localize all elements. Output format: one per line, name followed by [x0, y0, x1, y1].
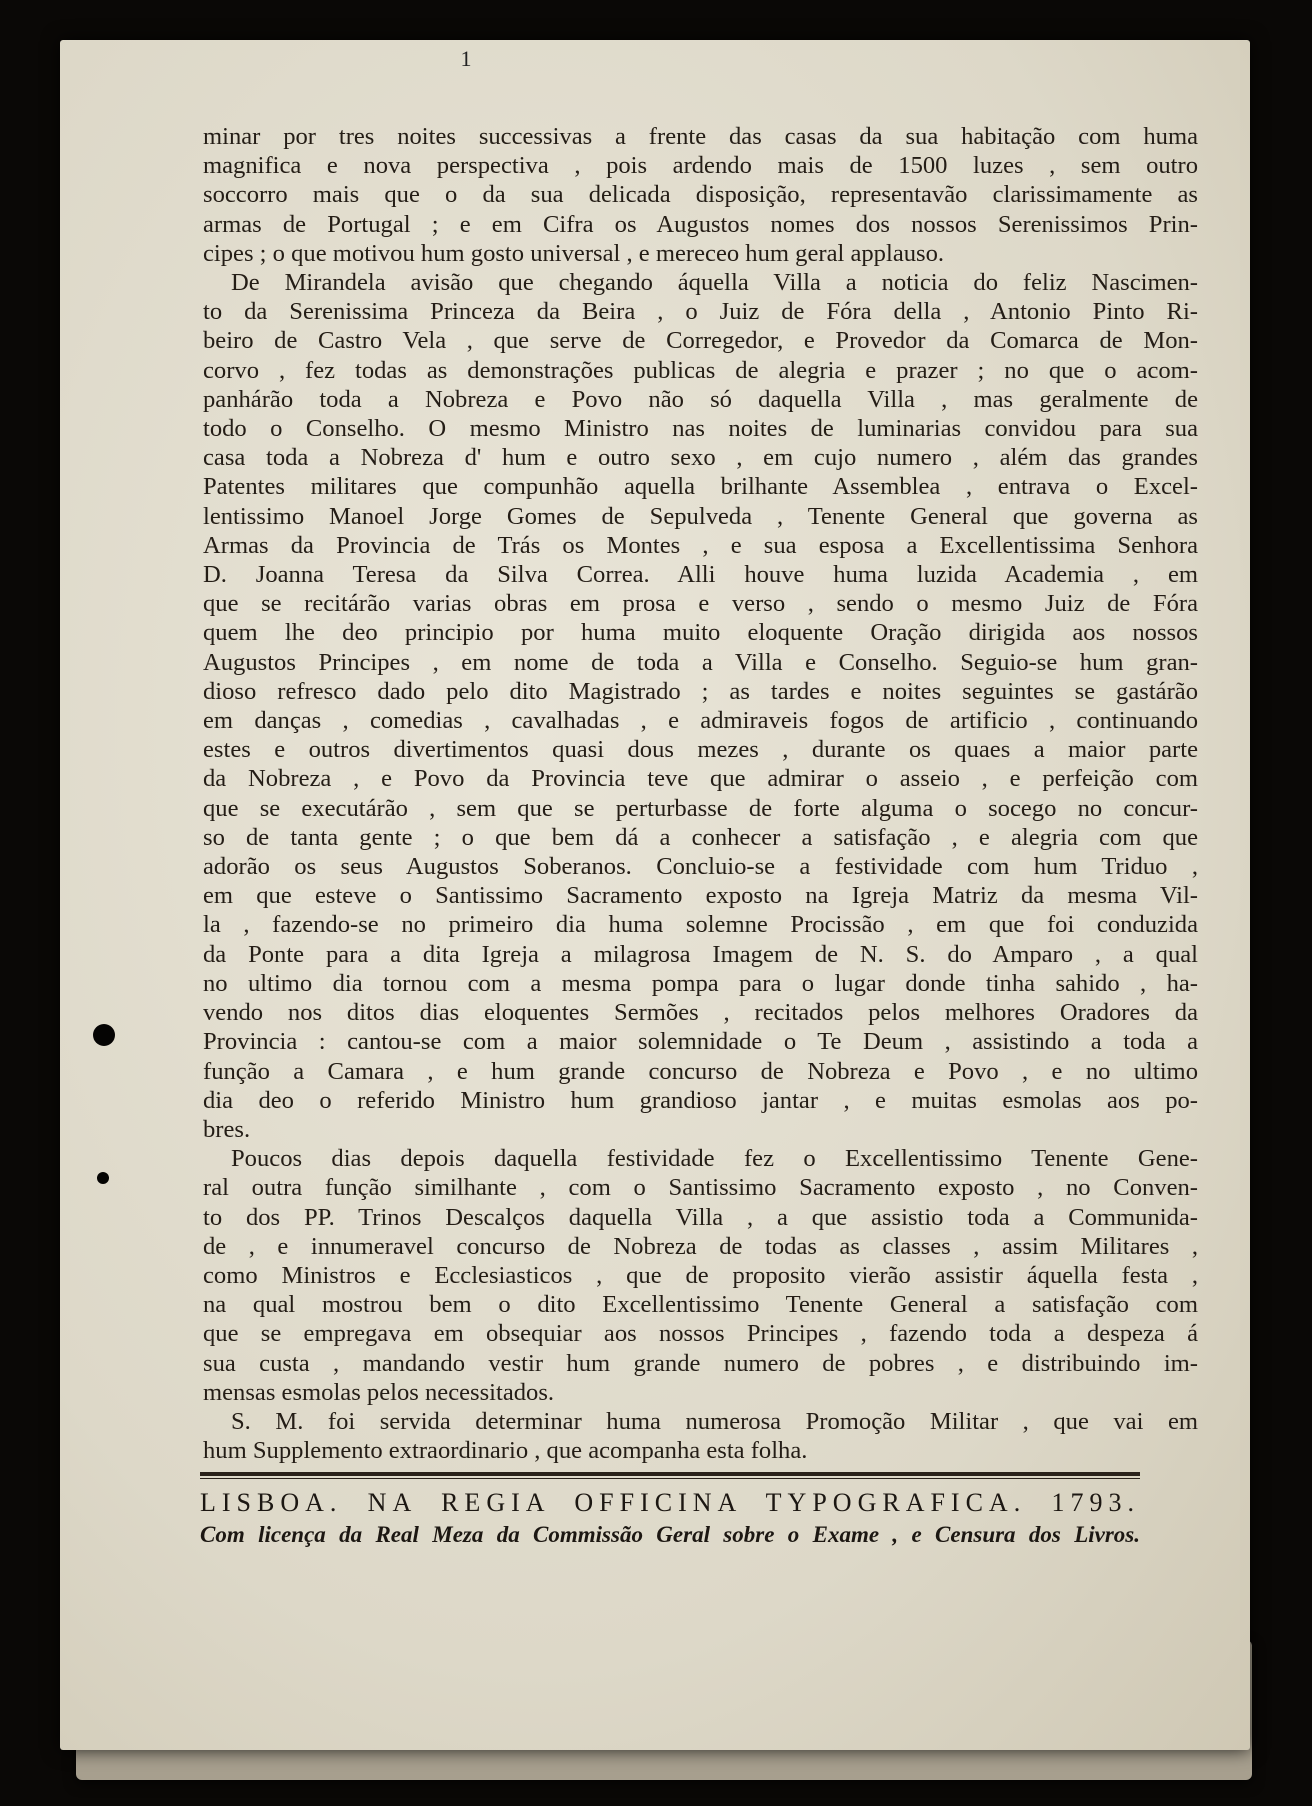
- binding-hole: [97, 1172, 109, 1184]
- text-line: no ultimo dia tornou com a mesma pompa para o lugar donde tinha sahido , ha-: [203, 969, 1198, 997]
- text-line: que se executárão , sem que se perturbasse de forte alguma o socego no concur-: [203, 794, 1198, 822]
- text-line: Armas da Provincia de Trás os Montes , e sua esposa a Excellentissima Senhora: [203, 531, 1198, 559]
- text-line: armas de Portugal ; e em Cifra os Augustos nomes dos nossos Serenissimos Prin-: [203, 210, 1198, 238]
- text-line: De Mirandela avisão que chegando áquella Villa a noticia do feliz Nascimen-: [231, 269, 1198, 297]
- text-line: em que esteve o Santissimo Sacramento exposto na Igreja Matriz da mesma Vil-: [203, 882, 1198, 910]
- text-line: D. Joanna Teresa da Silva Correa. Alli houve huma luzida Academia , em: [203, 561, 1198, 589]
- license-line: Com licença da Real Meza da Commissão Geral sobre o Exame , e Censura dos Livros.: [200, 1522, 1140, 1547]
- text-line: da Nobreza , e Povo da Provincia teve que admirar o asseio , e perfeição com: [203, 765, 1198, 793]
- text-line: todo o Conselho. O mesmo Ministro nas noites de luminarias convidou para sua: [203, 415, 1198, 443]
- text-line: como Ministros e Ecclesiasticos , que de proposito vierão assistir áquella festa ,: [203, 1261, 1198, 1289]
- text-line: casa toda a Nobreza d' hum e outro sexo , em cujo numero , além das grandes: [203, 444, 1198, 472]
- text-line: beiro de Castro Vela , que serve de Corregedor, e Provedor da Comarca de Mon-: [203, 327, 1198, 355]
- text-line: estes e outros divertimentos quasi dous mezes , durante os quaes a maior parte: [203, 736, 1198, 764]
- text-line: to dos PP. Trinos Descalços daquella Villa , a que assistio toda a Communida-: [203, 1203, 1198, 1231]
- text-line: corvo , fez todas as demonstrações publicas de alegria e prazer ; no que o acom-: [203, 356, 1198, 384]
- text-line: em danças , comedias , cavalhadas , e admiraveis fogos de artificio , continuando: [203, 707, 1198, 735]
- text-line: Poucos dias depois daquella festividade fez o Excellentissimo Tenente Gene-: [231, 1145, 1198, 1173]
- text-line: adorão os seus Augustos Soberanos. Concluio-se a festividade com hum Triduo ,: [203, 853, 1198, 881]
- text-line: de , e innumeravel concurso de Nobreza de todas as classes , assim Militares ,: [203, 1232, 1198, 1260]
- text-line: hum Supplemento extraordinario , que acompanha esta folha.: [203, 1437, 808, 1465]
- imprint-line: LISBOA. NA REGIA OFFICINA TYPOGRAFICA. 1793.: [200, 1488, 1140, 1517]
- text-line: panhárão toda a Nobreza e Povo não só daquella Villa , mas geralmente de: [203, 385, 1198, 413]
- text-line: que se recitárão varias obras em prosa e verso , sendo o mesmo Juiz de Fóra: [203, 590, 1198, 618]
- text-line: na qual mostrou bem o dito Excellentissimo Tenente General a satisfação com: [203, 1291, 1198, 1319]
- text-line: da Ponte para a dita Igreja a milagrosa Imagem de N. S. do Amparo , a qual: [203, 940, 1198, 968]
- text-line: soccorro mais que o da sua delicada disposição, representavão clarissimamente as: [203, 181, 1198, 209]
- body-text: [203, 122, 1198, 1465]
- text-line: mensas esmolas pelos necessitados.: [203, 1378, 555, 1406]
- text-line: so de tanta gente ; o que bem dá a conhecer a satisfação , e alegria com que: [203, 823, 1198, 851]
- text-line: S. M. foi servida determinar huma numerosa Promoção Militar , que vai em: [231, 1407, 1198, 1435]
- text-line: cipes ; o que motivou hum gosto universal , e mereceo hum geral applauso.: [203, 239, 945, 267]
- folio-number: 1: [460, 46, 472, 71]
- text-line: minar por tres noites successivas a frente das casas da sua habitação com huma: [203, 123, 1198, 150]
- text-line: sua custa , mandando vestir hum grande numero de pobres , e distribuindo im-: [203, 1349, 1198, 1377]
- imprint-rule: [200, 1472, 1140, 1476]
- text-line: lentissimo Manoel Jorge Gomes de Sepulveda , Tenente General que governa as: [203, 502, 1198, 530]
- text-line: função a Camara , e hum grande concurso de Nobreza e Povo , e no ultimo: [203, 1057, 1198, 1085]
- text-line: Provincia : cantou-se com a maior solemnidade o Te Deum , assistindo a toda a: [203, 1028, 1198, 1056]
- text-line: dioso refresco dado pelo dito Magistrado ; as tardes e noites seguintes se gastárão: [203, 677, 1198, 705]
- imprint-rule-thin: [200, 1478, 1140, 1479]
- text-line: que se empregava em obsequiar aos nossos Principes , fazendo toda a despeza á: [203, 1320, 1198, 1348]
- binding-hole: [93, 1024, 115, 1046]
- text-line: bres.: [203, 1115, 251, 1143]
- text-line: vendo nos ditos dias eloquentes Sermões , recitados pelos melhores Oradores da: [203, 999, 1198, 1027]
- text-line: ral outra função similhante , com o Santissimo Sacramento exposto , no Conven-: [203, 1174, 1198, 1202]
- text-line: to da Serenissima Princeza da Beira , o Juiz de Fóra della , Antonio Pinto Ri-: [203, 298, 1198, 326]
- text-line: Patentes militares que compunhão aquella brilhante Assemblea , entrava o Excel-: [203, 473, 1198, 501]
- text-line: quem lhe deo principio por huma muito eloquente Oração dirigida aos nossos: [203, 619, 1198, 647]
- text-line: la , fazendo-se no primeiro dia huma solemne Procissão , em que foi conduzida: [203, 911, 1198, 939]
- text-line: dia deo o referido Ministro hum grandioso jantar , e muitas esmolas aos po-: [203, 1086, 1198, 1114]
- text-line: magnifica e nova perspectiva , pois ardendo mais de 1500 luzes , sem outro: [203, 152, 1198, 180]
- text-line: Augustos Principes , em nome de toda a Villa e Conselho. Seguio-se hum gran-: [203, 648, 1198, 676]
